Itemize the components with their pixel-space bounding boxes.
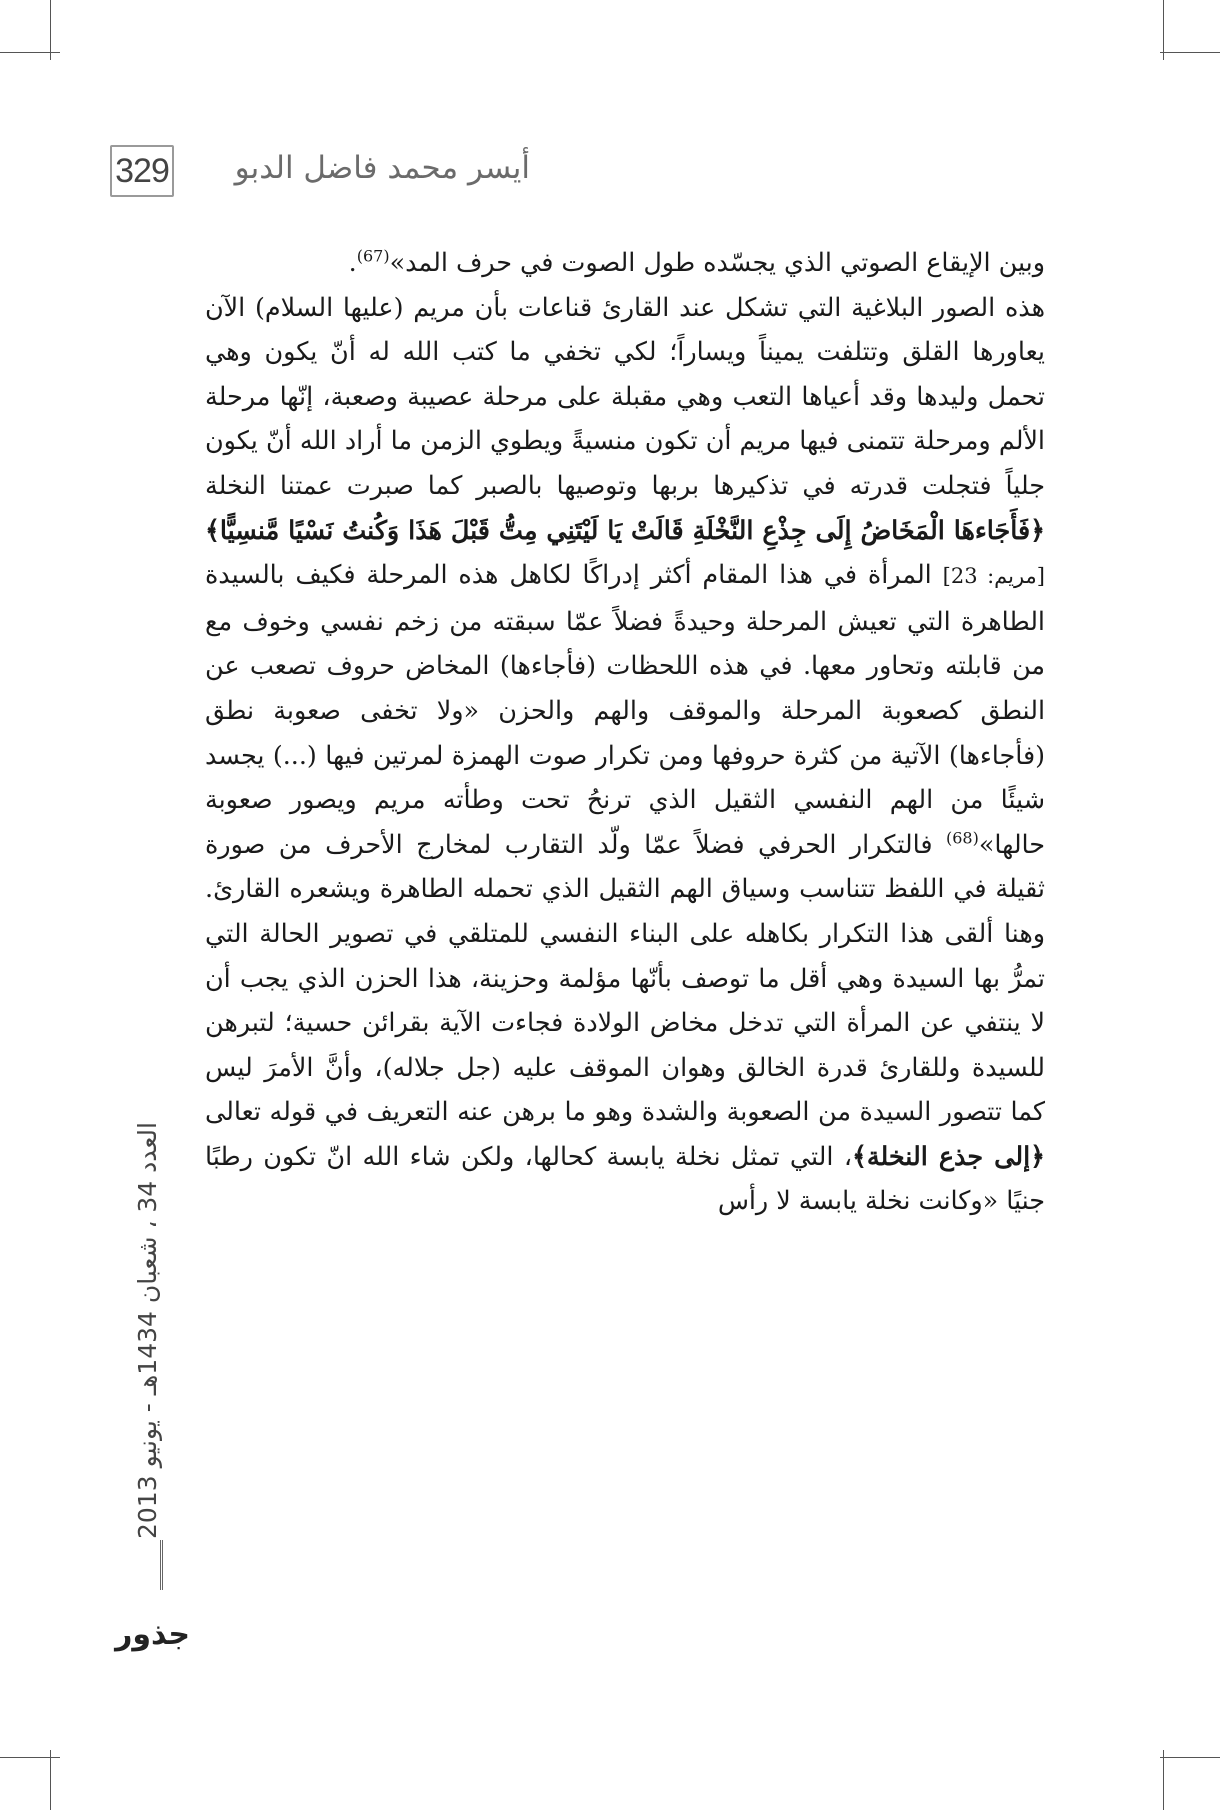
side-divider xyxy=(160,1540,164,1590)
crop-mark xyxy=(1160,52,1220,53)
body-text-segment: هذه الصور البلاغية التي تشكل عند القارئ قناعات بأن مريم (عليها السلام) الآن يعاورها القلق وتتلفت يميناً ويساراً؛ لكي تخفي ما كتب الله له أنّ يكون وهي تحمل وليدها وقد أعياها التعب وهي مقبلة على مرحلة عصيبة وصعبة، إنّها مرحلة الألم ومرحلة تتمنى فيها مريم أن تكون منسيةً ويطوي الزمن ما أراد الله أنّ يكون جلياً فتجلت قدرته في تذكيرها بربها وتوصيها بالصبر كما صبرت عمتنا النخلة xyxy=(205,291,1045,500)
body-text-segment: فالتكرار الحرفي فضلاً عمّا ولّد التقارب لمخارج الأحرف من صورة ثقيلة في اللفظ تتناسب وسياق الهم الثقيل الذي تحمله الطاهرة ويشعره القارئ. وهنا ألقى هذا التكرار بكاهله على البناء النفسي للمتلقي في تصوير الحالة التي تمرُّ بها السيدة وهي أقل ما توصف بأنّها مؤلمة وحزينة، هذا الحزن الذي يجب أن لا ينتفي عن المرأة التي تدخل مخاض الولادة فجاءت الآية بقرائن حسية؛ لتبرهن للسيدة وللقارئ قدرة الخالق وهوان الموقف عليه (جل جلاله)، وأنَّ الأمرَ ليس كما تتصور السيدة من الصعوبة والشدة وهو ما برهن عنه التعريف في قوله تعالى xyxy=(205,828,1045,1127)
body-text-segment: ، التي تمثل نخلة يابسة كحالها، ولكن شاء الله انّ تكون رطبًا جنيًا «وكانت نخلة يابسة لا رأس xyxy=(205,1140,1045,1216)
article-body xyxy=(205,240,1045,1670)
crop-mark xyxy=(50,0,51,60)
crop-mark xyxy=(0,52,60,53)
crop-mark xyxy=(50,1750,51,1810)
body-text-segment: المرأة في هذا المقام أكثر إدراكًا لكاهل هذه المرحلة فكيف بالسيدة الطاهرة التي تعيش المرحلة وحيدةً فضلاً عمّا سبقته من زخم نفسي وخوف مع من قابلته وتحاور معها. في هذه اللحظات (فأجاءها) المخاض حروف تصعب عن النطق كصعوبة المرحلة والموقف والهم والحزن «ولا تخفى صعوبة نطق (فأجاءها) الآتية من كثرة حروفها ومن تكرار صوت الهمزة لمرتين فيها (...) يجسد شيئًا من الهم النفسي الثقيل الذي ترنحُ تحت وطأته مريم ويصور صعوبة حالها» xyxy=(205,559,1045,859)
running-header-author: أيسر محمد فاضل الدبو xyxy=(234,150,530,186)
crop-mark xyxy=(0,1757,60,1758)
crop-mark xyxy=(1163,0,1164,60)
issue-info-vertical xyxy=(122,1120,172,1540)
paragraph xyxy=(205,285,1045,1223)
body-text-segment: . xyxy=(348,247,357,277)
paragraph xyxy=(205,240,1045,285)
verse-citation: [مريم: 23] xyxy=(942,564,1045,589)
crop-mark xyxy=(1160,1757,1220,1758)
body-text-segment: وبين الإيقاع الصوتي الذي يجسّده طول الصوت في حرف المد» xyxy=(389,247,1045,277)
page-number: 329 xyxy=(110,145,174,197)
quran-verse: ﴿إلى جذع النخلة﴾ xyxy=(852,1140,1045,1171)
journal-logo: جذور xyxy=(115,1617,190,1652)
issue-info-text: العدد 34 ، شعبان 1434هـ - يونيو 2013 xyxy=(132,1121,162,1539)
footnote-ref-67: (67) xyxy=(356,246,390,266)
footnote-ref-68: (68) xyxy=(945,828,979,848)
quran-verse: ﴿فَأَجَاءهَا الْمَخَاضُ إِلَى جِذْعِ النَّخْلَةِ قَالَتْ يَا لَيْتَنِي مِتُّ قَبْلَ هَذَا وَكُنتُ نَسْيًا مَّنسِيًّا﴾ xyxy=(205,514,1045,545)
crop-mark xyxy=(1163,1750,1164,1810)
